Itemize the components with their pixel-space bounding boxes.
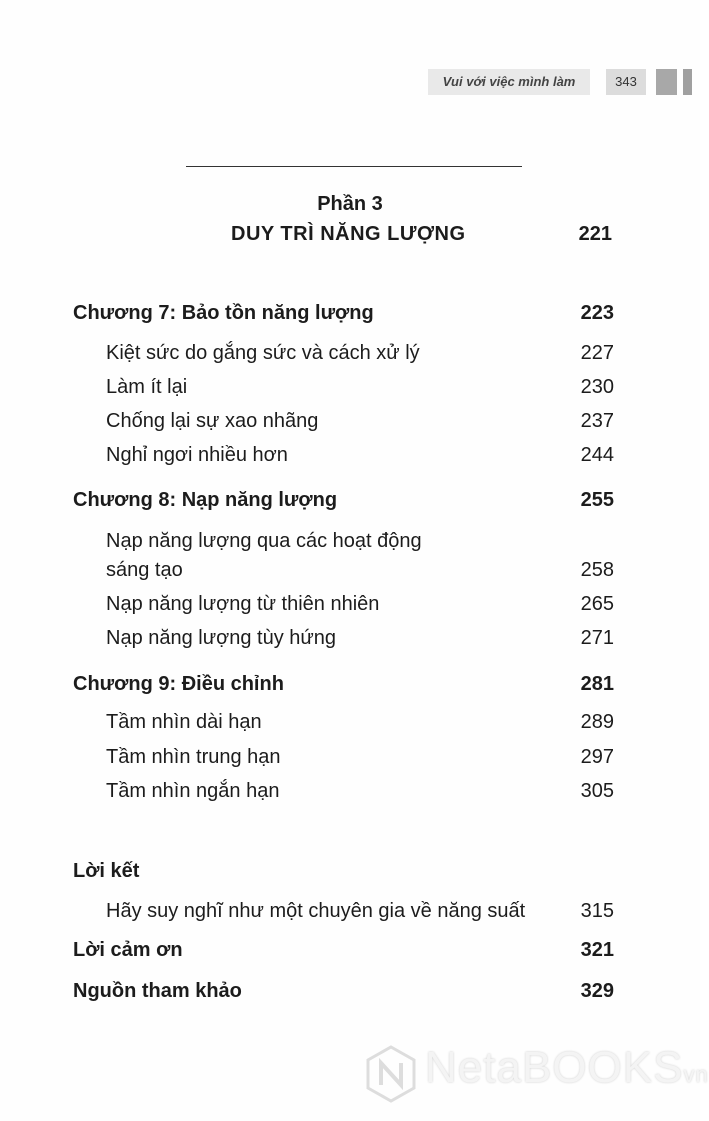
toc-entry [0,557,700,583]
toc-entry [0,709,700,735]
divider [186,166,522,167]
watermark-text: NetaBOOKS [425,1043,684,1092]
entry-title: Nguồn tham khảo [73,980,242,1002]
entry-title: Tầm nhìn dài hạn [106,711,262,733]
entry-title: Tầm nhìn ngắn hạn [106,780,280,802]
entry-title: Chương 7: Bảo tồn năng lượng [73,302,374,324]
entry-title: Nạp năng lượng qua các hoạt động [106,530,422,552]
toc-chapter [0,978,700,1004]
toc-entry [0,408,700,434]
entry-page: 244 [580,444,614,466]
entry-title: Nạp năng lượng tùy hứng [106,627,337,649]
toc-chapter [0,300,700,326]
entry-title: Chống lại sự xao nhãng [106,410,319,432]
entry-page: 305 [580,780,614,802]
toc-entry [0,778,700,804]
toc-chapter [0,937,700,963]
page-number: 343 [606,69,646,95]
entry-page: 289 [580,711,614,733]
toc-entry [0,374,700,400]
entry-title: Lời cảm ơn [73,939,183,961]
entry-page: 237 [580,410,614,432]
entry-title: Lời kết [73,860,140,882]
header-decoration [683,69,692,95]
entry-title: Kiệt sức do gắng sức và cách xử lý [106,342,420,364]
entry-page: 271 [580,627,614,649]
entry-page: 223 [580,302,614,324]
entry-title: Nạp năng lượng từ thiên nhiên [106,593,380,615]
entry-page: 227 [580,342,614,364]
entry-page: 315 [580,900,614,922]
entry-page: 321 [580,939,614,961]
running-title: Vui với việc mình làm [428,69,590,95]
toc-entry [0,744,700,770]
toc-entry [0,340,700,366]
entry-title: Nghỉ ngơi nhiều hơn [106,444,288,466]
part-label: Phần 3 [317,193,383,215]
toc-chapter [0,858,700,884]
toc-chapter [0,671,700,697]
entry-page: 281 [580,673,614,695]
part-page: 221 [578,223,612,245]
entry-title: Chương 8: Nạp năng lượng [73,489,338,511]
entry-page: 255 [580,489,614,511]
entry-page: 265 [580,593,614,615]
watermark [425,1043,709,1093]
part-heading [0,221,700,247]
entry-page: 230 [580,376,614,398]
entry-title: Tầm nhìn trung hạn [106,746,281,768]
toc-entry [0,591,700,617]
toc-entry [0,625,700,651]
watermark-suffix: vn [683,1062,709,1087]
header-decoration [656,69,677,95]
part-title: DUY TRÌ NĂNG LƯỢNG [231,223,466,245]
entry-title: Hãy suy nghĩ như một chuyên gia về năng suất [106,900,526,922]
toc-entry [0,898,700,924]
netabooks-logo-icon [365,1045,417,1103]
entry-page: 258 [580,559,614,581]
entry-title: Làm ít lại [106,376,188,398]
entry-title: Chương 9: Điều chỉnh [73,673,284,695]
toc-entry [0,442,700,468]
toc-chapter [0,487,700,513]
entry-page: 329 [580,980,614,1002]
entry-page: 297 [580,746,614,768]
toc-entry [0,528,700,554]
entry-title: sáng tạo [106,559,183,581]
